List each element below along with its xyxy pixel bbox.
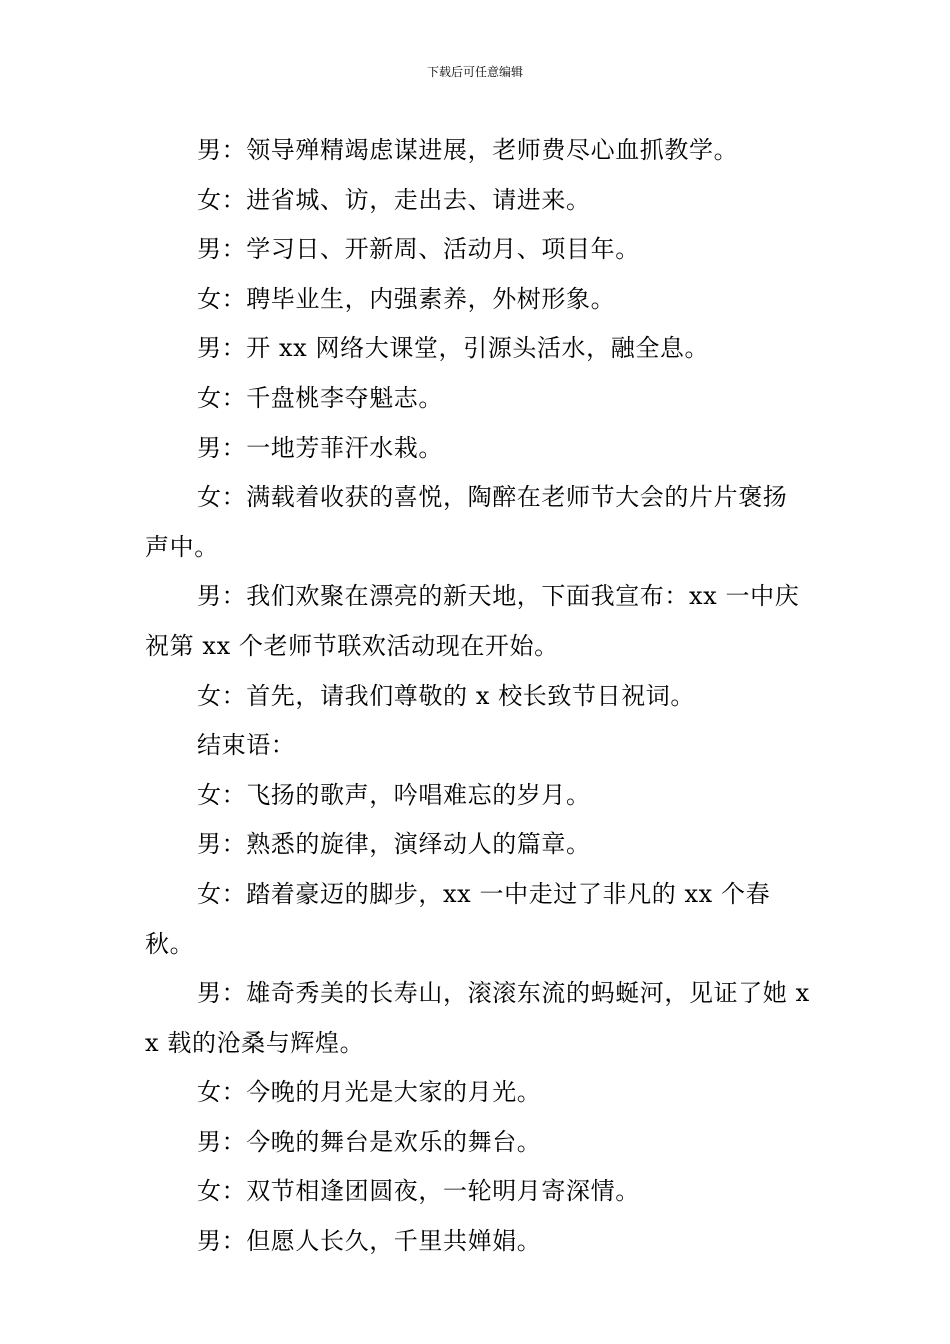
- paragraph: 男：雄奇秀美的长寿山，滚滚东流的蚂蜒河，见证了她 xx 载的沧桑与辉煌。: [145, 979, 810, 1057]
- paragraph: 女：满载着收获的喜悦，陶醉在老师节大会的片片褒扬声中。: [145, 483, 788, 561]
- section-heading: 结束语：: [197, 731, 296, 760]
- paragraph: 男：开 xx 网络大课堂，引源头活水，融全息。: [197, 334, 710, 363]
- page-header: 下载后可任意编辑: [426, 65, 523, 79]
- paragraph: 女：双节相逢团圆夜，一轮明月寄深情。: [197, 1177, 640, 1206]
- paragraph: 男：一地芳菲汗水栽。: [197, 433, 443, 462]
- paragraph: 女：首先，请我们尊敬的 x 校长致节日祝词。: [197, 681, 695, 710]
- paragraph: 男：今晚的舞台是欢乐的舞台。: [197, 1127, 542, 1156]
- paragraph: 男：熟悉的旋律，演绎动人的篇章。: [197, 830, 591, 859]
- paragraph: 女：千盘桃李夺魁志。: [197, 383, 443, 412]
- paragraph: 男：我们欢聚在漂亮的新天地，下面我宣布：xx 一中庆祝第 xx 个老师节联欢活动现在开始。: [145, 582, 800, 660]
- paragraph: 女：踏着豪迈的脚步，xx 一中走过了非凡的 xx 个春秋。: [145, 879, 771, 958]
- paragraph: 男：学习日、开新周、活动月、项目年。: [197, 235, 640, 264]
- paragraph: 女：聘毕业生，内强素养，外树形象。: [197, 284, 616, 313]
- paragraph: 女：飞扬的歌声，吟唱难忘的岁月。: [197, 780, 591, 809]
- paragraph: 男：但愿人长久，千里共婵娟。: [197, 1227, 542, 1256]
- paragraph: 女：今晚的月光是大家的月光。: [197, 1078, 542, 1107]
- paragraph: 女：进省城、访，走出去、请进来。: [197, 185, 591, 214]
- document-body: [145, 126, 810, 1267]
- paragraph: 男：领导殚精竭虑谋进展，老师费尽心血抓教学。: [197, 136, 739, 164]
